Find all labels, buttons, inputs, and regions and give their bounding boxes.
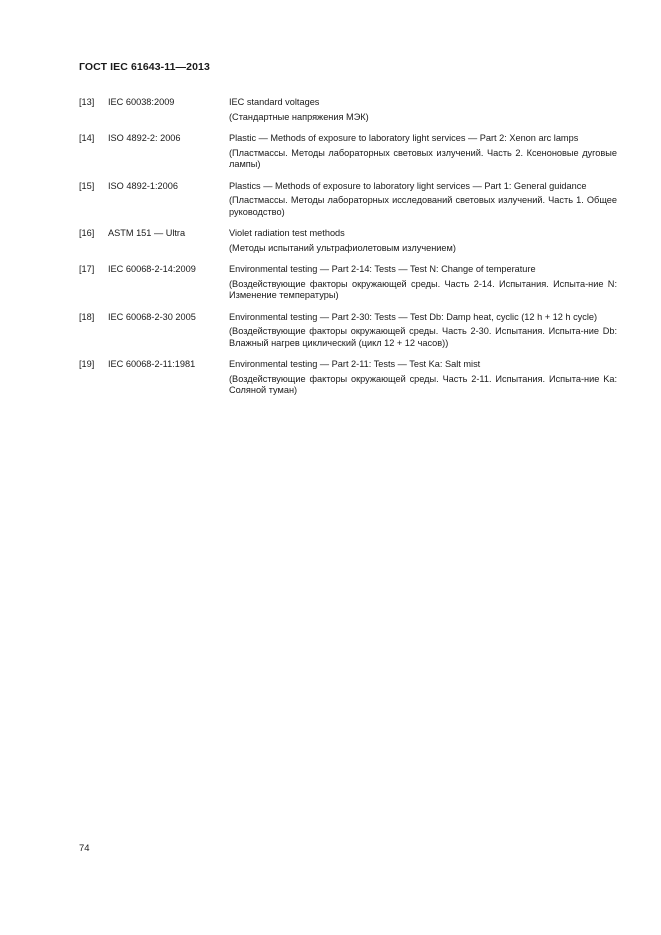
entry-title-ru: (Методы испытаний ультрафиолетовым излучением) — [229, 242, 456, 253]
entry-title-ru: (Пластмассы. Методы лабораторных световых излучений. Часть 2. Ксеноновые дуговые лампы) — [229, 147, 617, 169]
bibliography-entry — [79, 264, 617, 302]
bibliography-entry — [79, 228, 617, 254]
entry-standard: IEC 60068-2-30 2005 — [108, 311, 196, 322]
entry-title-en: Environmental testing — Part 2-11: Tests — Test Ka: Salt mist — [229, 359, 481, 369]
entry-standard: ASTM 151 — Ultra — [108, 228, 186, 238]
entry-title-en: Violet radiation test methods — [229, 228, 345, 238]
entry-description — [229, 181, 617, 219]
entry-title-ru: (Стандартные напряжения МЭК) — [229, 111, 369, 122]
entry-description — [229, 264, 617, 302]
entry-title-en: Plastics — Methods of exposure to laboratory light services — Part 1: General guidance — [229, 180, 587, 191]
entry-standard: IEC 60068-2-11:1981 — [108, 359, 196, 369]
entry-description — [229, 97, 617, 123]
entry-description — [229, 359, 617, 397]
entry-title-ru: (Воздействующие факторы окружающей среды. Часть 2-14. Испытания. Испыта-ние N: Изменение температуры) — [229, 278, 617, 300]
entry-standard: ISO 4892-2: 2006 — [108, 133, 181, 143]
entry-title-ru: (Воздействующие факторы окружающей среды. Часть 2-11. Испытания. Испыта-ние Ka: Соляной туман) — [229, 373, 617, 395]
entry-number: [13] — [79, 97, 95, 107]
entry-number: [15] — [79, 180, 95, 191]
entry-number: [17] — [79, 264, 95, 274]
bibliography-entry — [79, 312, 617, 350]
entry-number: [18] — [79, 311, 95, 322]
entry-standard: IEC 60038:2009 — [108, 97, 175, 107]
bibliography-list — [79, 97, 617, 407]
bibliography-entry — [79, 97, 617, 123]
bibliography-entry — [79, 133, 617, 171]
entry-description — [229, 133, 617, 171]
entry-title-en: Environmental testing — Part 2-30: Tests — Test Db: Damp heat, cyclic (12 h + 12 h cycle) — [229, 311, 598, 322]
entry-number: [14] — [79, 133, 95, 143]
entry-title-ru: (Воздействующие факторы окружающей среды. Часть 2-30. Испытания. Испыта-ние Db: Влажный нагрев циклический (цикл 12 + 12 часов)) — [229, 326, 617, 348]
page-number: 74 — [79, 843, 90, 854]
entry-title-ru: (Пластмассы. Методы лабораторных исследований световых излучений. Часть 1. Общее руководство) — [229, 195, 617, 217]
entry-number: [19] — [79, 359, 95, 369]
entry-title-en: Plastic — Methods of exposure to laboratory light services — Part 2: Xenon arc lamps — [229, 133, 579, 143]
entry-description — [229, 312, 617, 350]
bibliography-entry — [79, 359, 617, 397]
document-header: ГОСТ IEC 61643-11—2013 — [79, 61, 210, 73]
entry-standard: ISO 4892-1:2006 — [108, 180, 178, 191]
entry-number: [16] — [79, 228, 95, 238]
entry-title-en: IEC standard voltages — [229, 97, 320, 107]
bibliography-entry — [79, 181, 617, 219]
entry-title-en: Environmental testing — Part 2-14: Tests — Test N: Change of temperature — [229, 264, 536, 274]
entry-standard: IEC 60068-2-14:2009 — [108, 264, 196, 274]
entry-description — [229, 228, 617, 254]
